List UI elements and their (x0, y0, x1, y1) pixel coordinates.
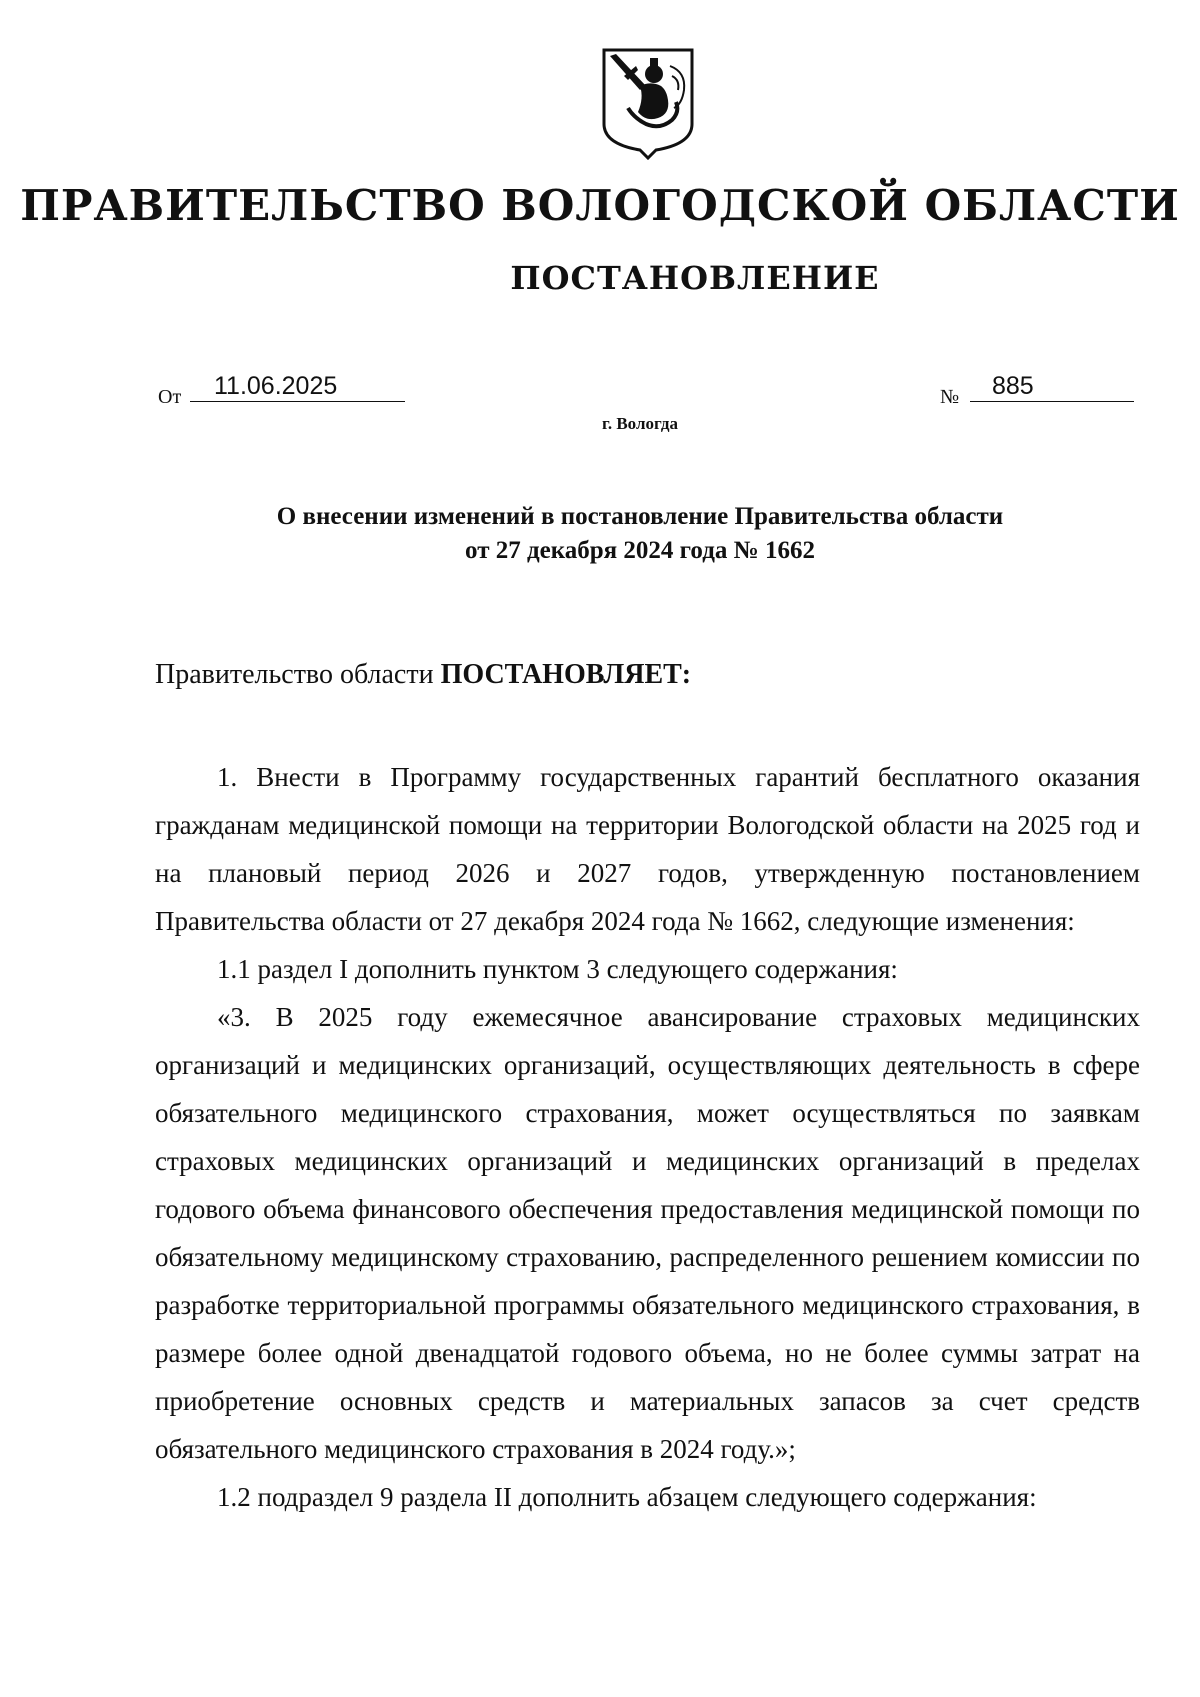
subject-line-1: О внесении изменений в постановление Правительства области (276, 503, 1004, 530)
paragraph-1-2: 1.2 подраздел 9 раздела II дополнить абзацем следующего содержания: (217, 1482, 1037, 1512)
paragraph-1-1: 1.1 раздел I дополнить пунктом 3 следующего содержания: (217, 954, 898, 984)
paragraph-1: 1. Внести в Программу государственных гарантий бесплатного оказания гражданам медицинской помощи на территории Вологодской области на 2025 год и на плановый период 2026 и 2027 годов, утвержденную постановлением Правительства области от 27 декабря 2024 года № 1662, следующие изменения: (155, 762, 1140, 936)
subject-line-2: от 27 декабря 2024 года № 1662 (465, 537, 815, 564)
resolution-prefix: Правительство области (155, 659, 441, 690)
government-title: ПРАВИТЕЛЬСТВО ВОЛОГОДСКОЙ ОБЛАСТИ (20, 181, 1180, 230)
paragraph-quote: «3. В 2025 году ежемесячное авансирование страховых медицинских организаций и медицинских организаций, осуществляющих деятельность в сфере обязательного медицинского страхования, может осуществляться по заявкам страховых медицинских организаций и медицинских организаций в пределах годового объема финансового обеспечения предоставления медицинской помощи по обязательному медицинскому страхованию, распределенного решением комиссии по разработке территориальной программы обязательного медицинского страхования, в размере более одной двенадцатой годового объема, но не более суммы затрат на приобретение основных средств и материальных запасов за счет средств обязательного медицинского страхования в 2024 году.»; (155, 1002, 1140, 1464)
date-prefix: От (158, 386, 182, 408)
document-type-title: ПОСТАНОВЛЕНИЕ (510, 259, 880, 297)
resolution-statement (155, 655, 691, 695)
coat-of-arms-icon (600, 46, 696, 160)
number-prefix: № (940, 386, 960, 408)
subject-heading (0, 500, 1200, 568)
city-label: г. Вологда (602, 414, 678, 433)
document-date: 11.06.2025 (190, 372, 405, 402)
resolution-keyword: ПОСТАНОВЛЯЕТ: (440, 659, 692, 690)
document-number: 885 (970, 372, 1134, 402)
document-body (155, 753, 1140, 1521)
